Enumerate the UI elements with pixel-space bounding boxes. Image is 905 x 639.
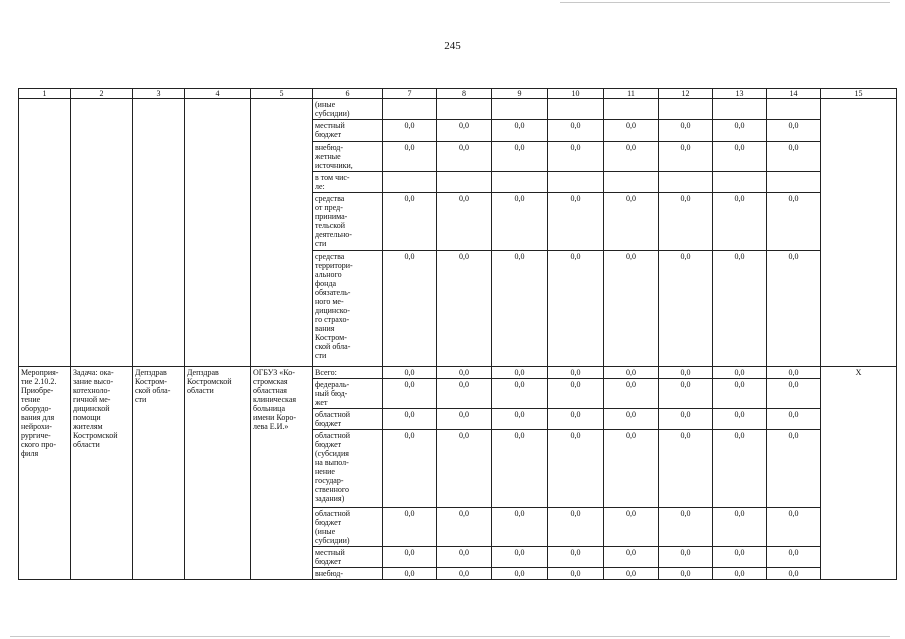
value-cell: 0,0 [383, 547, 437, 568]
value-cell: 0,0 [492, 568, 548, 580]
budget-table-wrapper [18, 88, 897, 580]
value-cell: 0,0 [767, 547, 821, 568]
value-cell: 0,0 [548, 508, 604, 547]
value-cell: 0,0 [548, 547, 604, 568]
value-cell: 0,0 [437, 568, 492, 580]
value-cell: 0,0 [659, 430, 713, 508]
value-cell: 0,0 [713, 120, 767, 142]
col-header-5: 5 [251, 89, 313, 99]
prev-block-col-4 [185, 99, 251, 367]
prev-block-col-5 [251, 99, 313, 367]
value-cell: 0,0 [548, 367, 604, 379]
value-cell [604, 99, 659, 120]
col-header-15: 15 [821, 89, 897, 99]
value-cell: 0,0 [767, 379, 821, 409]
value-cell: 0,0 [383, 367, 437, 379]
value-cell: 0,0 [604, 430, 659, 508]
col-header-6: 6 [313, 89, 383, 99]
value-cell: 0,0 [492, 367, 548, 379]
prev-block-col-15 [821, 99, 897, 367]
prev-block-col-1 [19, 99, 71, 367]
value-cell: 0,0 [383, 508, 437, 547]
value-cell: 0,0 [604, 508, 659, 547]
funding-source-cell: в том чис- ле: [313, 172, 383, 193]
budget-table [18, 88, 897, 580]
value-cell: 0,0 [713, 379, 767, 409]
value-cell: 0,0 [767, 430, 821, 508]
col-header-4: 4 [185, 89, 251, 99]
value-cell: 0,0 [383, 251, 437, 367]
value-cell: 0,0 [659, 367, 713, 379]
table-body [19, 99, 897, 580]
col-header-12: 12 [659, 89, 713, 99]
value-cell [492, 99, 548, 120]
value-cell: 0,0 [767, 193, 821, 251]
value-cell: 0,0 [659, 409, 713, 430]
funding-source-cell: средства территори- ального фонда обязатель- ного ме- дицинско- го страхо- вания Костром- ской обла- сти [313, 251, 383, 367]
value-cell: 0,0 [659, 547, 713, 568]
col-header-8: 8 [437, 89, 492, 99]
value-cell: 0,0 [604, 142, 659, 172]
value-cell: 0,0 [659, 568, 713, 580]
value-cell [548, 99, 604, 120]
value-cell [548, 172, 604, 193]
value-cell: 0,0 [437, 142, 492, 172]
funding-source-cell: областной бюджет (субсидия на выпол- нение государ- ственного задания) [313, 430, 383, 508]
value-cell: 0,0 [492, 409, 548, 430]
column-number-row [19, 89, 897, 99]
value-cell [659, 99, 713, 120]
event-name-cell: Мероприя- тие 2.10.2. Приобре- тение оборудо- вания для нейрохи- рургиче- ского про- филя [19, 367, 71, 580]
value-cell: 0,0 [492, 430, 548, 508]
value-cell: 0,0 [713, 251, 767, 367]
value-cell: 0,0 [437, 367, 492, 379]
value-cell: 0,0 [548, 251, 604, 367]
scan-edge-bottom [10, 636, 890, 637]
value-cell: 0,0 [767, 120, 821, 142]
value-cell: 0,0 [437, 430, 492, 508]
value-cell [383, 99, 437, 120]
value-cell: 0,0 [604, 120, 659, 142]
value-cell: 0,0 [767, 568, 821, 580]
value-cell: 0,0 [437, 251, 492, 367]
col-header-1: 1 [19, 89, 71, 99]
value-cell [713, 99, 767, 120]
value-cell: 0,0 [437, 193, 492, 251]
col-header-7: 7 [383, 89, 437, 99]
value-cell: 0,0 [548, 193, 604, 251]
value-cell [713, 172, 767, 193]
prev-block-col-3 [133, 99, 185, 367]
funding-source-cell: средства от пред- принима- тельской деятельно- сти [313, 193, 383, 251]
value-cell: 0,0 [492, 547, 548, 568]
funding-source-cell: федераль- ный бюд- жет [313, 379, 383, 409]
value-cell: 0,0 [383, 142, 437, 172]
value-cell: 0,0 [383, 193, 437, 251]
col-header-13: 13 [713, 89, 767, 99]
value-cell: 0,0 [713, 430, 767, 508]
funding-source-cell: областной бюджет (иные субсидии) [313, 508, 383, 547]
value-cell: 0,0 [492, 508, 548, 547]
value-cell: 0,0 [767, 251, 821, 367]
value-cell: 0,0 [437, 409, 492, 430]
value-cell: 0,0 [437, 379, 492, 409]
value-cell: 0,0 [604, 409, 659, 430]
funding-source-cell: внебюд- [313, 568, 383, 580]
value-cell: 0,0 [548, 430, 604, 508]
value-cell [767, 99, 821, 120]
executor-cell: ОГБУЗ «Ко- стромская областная клиническая больница имени Коро- лева Е.И.» [251, 367, 313, 580]
value-cell: 0,0 [604, 251, 659, 367]
value-cell: 0,0 [548, 142, 604, 172]
value-cell: 0,0 [548, 568, 604, 580]
value-cell: 0,0 [767, 142, 821, 172]
col-header-14: 14 [767, 89, 821, 99]
value-cell: 0,0 [492, 379, 548, 409]
value-cell: 0,0 [604, 379, 659, 409]
value-cell: 0,0 [767, 508, 821, 547]
value-cell: 0,0 [437, 547, 492, 568]
value-cell: 0,0 [492, 142, 548, 172]
value-cell: 0,0 [548, 379, 604, 409]
value-cell [437, 172, 492, 193]
table-row [19, 99, 897, 120]
value-cell: 0,0 [548, 409, 604, 430]
value-cell: 0,0 [492, 193, 548, 251]
col-header-11: 11 [604, 89, 659, 99]
value-cell: 0,0 [659, 142, 713, 172]
funding-source-cell: областной бюджет [313, 409, 383, 430]
value-cell: 0,0 [713, 568, 767, 580]
value-cell [383, 172, 437, 193]
value-cell: 0,0 [713, 367, 767, 379]
value-cell: 0,0 [713, 193, 767, 251]
value-cell: 0,0 [548, 120, 604, 142]
scan-edge-top [560, 2, 890, 3]
col-header-3: 3 [133, 89, 185, 99]
value-cell [604, 172, 659, 193]
value-cell: 0,0 [604, 547, 659, 568]
value-cell: 0,0 [713, 409, 767, 430]
value-cell: 0,0 [767, 409, 821, 430]
value-cell: 0,0 [604, 193, 659, 251]
value-cell: 0,0 [713, 508, 767, 547]
value-cell: 0,0 [437, 508, 492, 547]
value-cell: 0,0 [437, 120, 492, 142]
funding-source-cell: местный бюджет [313, 547, 383, 568]
col-header-2: 2 [71, 89, 133, 99]
value-cell [767, 172, 821, 193]
value-cell: 0,0 [659, 251, 713, 367]
funding-source-cell: местный бюджет [313, 120, 383, 142]
value-cell: 0,0 [659, 379, 713, 409]
value-cell: 0,0 [383, 379, 437, 409]
value-cell: 0,0 [659, 193, 713, 251]
task-cell: Задача: ока- зание высо- котехноло- гичной ме- дицинской помощи жителям Костромской области [71, 367, 133, 580]
value-cell: 0,0 [383, 430, 437, 508]
responsible-cell: Депздрав Костромской области [185, 367, 251, 580]
funding-source-cell: внебюд- жетные источники, [313, 142, 383, 172]
value-cell: 0,0 [383, 409, 437, 430]
table-row [19, 367, 897, 379]
page-number: 245 [444, 40, 461, 52]
value-cell: 0,0 [492, 251, 548, 367]
value-cell: 0,0 [767, 367, 821, 379]
value-cell: 0,0 [659, 508, 713, 547]
value-cell: 0,0 [383, 120, 437, 142]
value-cell: 0,0 [492, 120, 548, 142]
coordinator-cell: Депздрав Костром- ской обла- сти [133, 367, 185, 580]
funding-source-cell: Всего: [313, 367, 383, 379]
funding-source-cell: (иные субсидии) [313, 99, 383, 120]
col-header-9: 9 [492, 89, 548, 99]
value-cell [492, 172, 548, 193]
col-header-10: 10 [548, 89, 604, 99]
indicator-mark-cell: Х [821, 367, 897, 580]
value-cell: 0,0 [713, 142, 767, 172]
value-cell: 0,0 [604, 568, 659, 580]
value-cell: 0,0 [604, 367, 659, 379]
value-cell: 0,0 [713, 547, 767, 568]
value-cell [437, 99, 492, 120]
value-cell: 0,0 [383, 568, 437, 580]
value-cell [659, 172, 713, 193]
prev-block-col-2 [71, 99, 133, 367]
value-cell: 0,0 [659, 120, 713, 142]
